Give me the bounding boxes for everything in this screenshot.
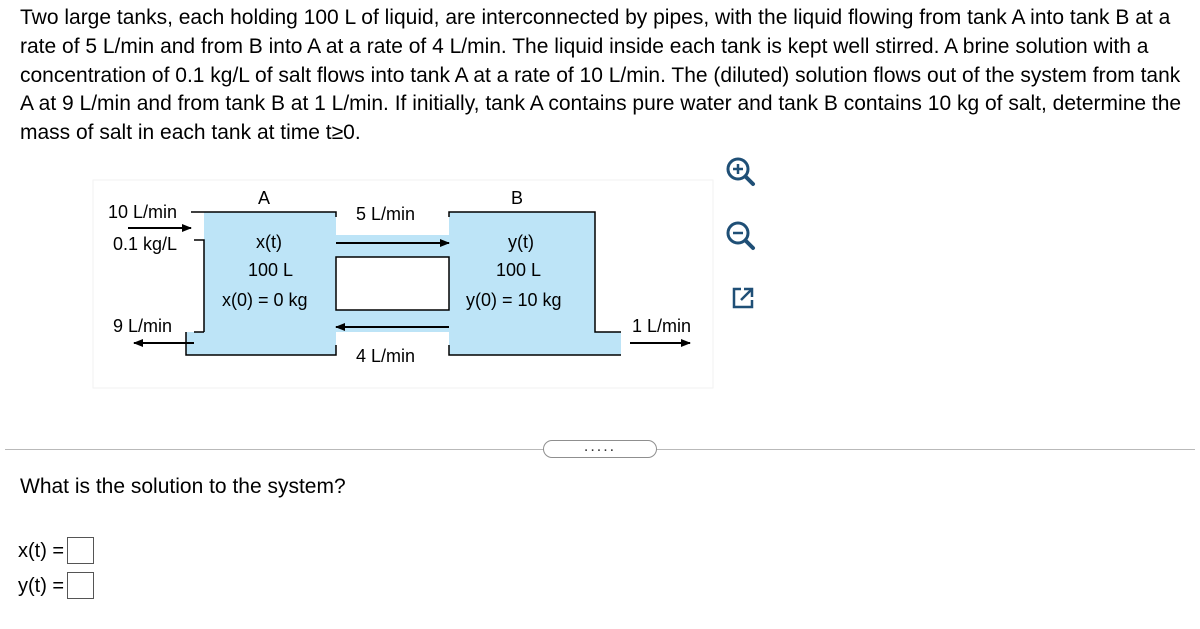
tank-b-label: B: [511, 188, 524, 208]
expand-more-button[interactable]: .....: [543, 440, 657, 458]
zoom-in-icon[interactable]: [725, 156, 757, 188]
answer-x-input[interactable]: [67, 537, 94, 564]
answer-row-x: [18, 537, 94, 564]
answer-y-label: y(t) =: [18, 574, 65, 597]
inflow-rate-label: 10 L/min: [108, 202, 178, 222]
tank-a-variable: x(t): [256, 232, 282, 252]
tank-a-initial: x(0) = 0 kg: [222, 290, 308, 310]
tank-a-volume: 100 L: [248, 260, 294, 280]
outflow-a-label: 9 L/min: [113, 316, 173, 336]
tank-b-volume: 100 L: [496, 260, 542, 280]
tank-b-variable: y(t): [508, 232, 534, 252]
outflow-b-label: 1 L/min: [632, 316, 692, 336]
question-text: What is the solution to the system?: [20, 475, 346, 498]
answer-x-label: x(t) =: [18, 539, 65, 562]
flow-a-to-b-label: 5 L/min: [356, 204, 416, 224]
inflow-concentration-label: 0.1 kg/L: [113, 234, 178, 254]
pipe-gap: [336, 257, 449, 310]
tank-b-initial: y(0) = 10 kg: [466, 290, 562, 310]
tank-a-label: A: [258, 188, 271, 208]
answer-row-y: [18, 572, 94, 599]
zoom-out-icon[interactable]: [725, 220, 757, 252]
problem-statement: Two large tanks, each holding 100 L of liquid, are interconnected by pipes, with the liquid flowing from tank A into tank B at a rate of 5 L/min and from B into A at a rate of 4 L/min. The liquid inside each tank is kept well stirred. A brine solution with a concentration of 0.1 kg/L of salt flows into tank A at a rate of 10 L/min. The (diluted) solution flows out of the system from tank A at 9 L/min and from tank B at 1 L/min. If initially, tank A contains pure water and tank B contains 10 kg of salt, determine the mass of salt in each tank at time t≥0.: [20, 6, 1182, 145]
answer-y-input[interactable]: [67, 572, 94, 599]
popout-icon[interactable]: [730, 285, 756, 311]
flow-b-to-a-label: 4 L/min: [356, 346, 416, 366]
